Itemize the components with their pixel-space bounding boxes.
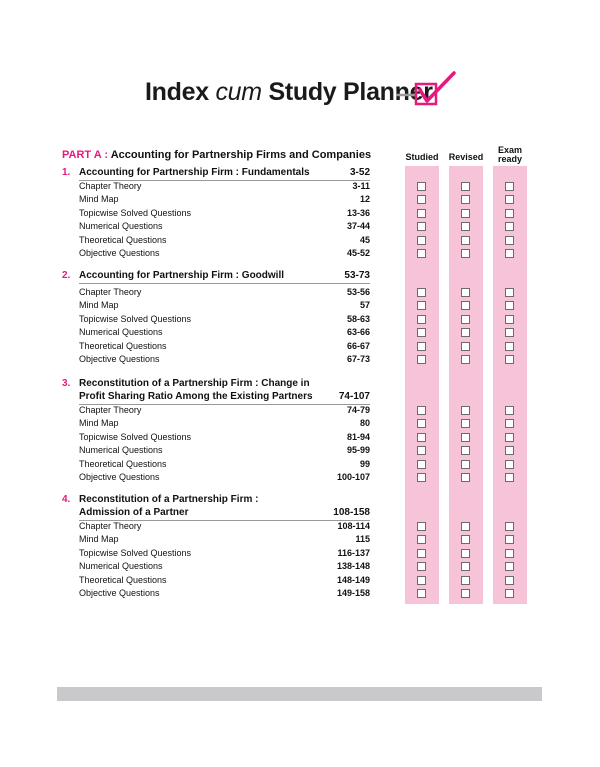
- item-label: Topicwise Solved Questions: [79, 431, 192, 442]
- item-label: Topicwise Solved Questions: [79, 313, 192, 324]
- chapter-pages: 53-73: [344, 270, 370, 281]
- item-pages: 13-36: [346, 207, 370, 218]
- item-pages: 63-66: [346, 327, 370, 338]
- list-item: [79, 587, 370, 600]
- studied-checkbox[interactable]: [417, 355, 426, 364]
- item-pages: 67-73: [346, 354, 370, 364]
- chapter-title: Accounting for Partnership Firm : Fundamentals: [79, 167, 310, 178]
- item-pages: 81-94: [346, 431, 370, 442]
- studied-checkbox[interactable]: [417, 419, 426, 428]
- studied-checkbox[interactable]: [417, 535, 426, 544]
- list-item: [79, 286, 370, 299]
- list-item: [79, 326, 370, 339]
- item-pages: 148-149: [336, 574, 370, 585]
- exam-ready-checkbox[interactable]: [505, 549, 514, 558]
- revised-checkbox[interactable]: [461, 315, 470, 324]
- exam-ready-checkbox[interactable]: [505, 406, 514, 415]
- column-revised: Revised: [448, 152, 484, 162]
- item-pages: 58-63: [346, 313, 370, 324]
- studied-checkbox[interactable]: [417, 576, 426, 585]
- list-item: [79, 180, 370, 193]
- revised-checkbox[interactable]: [461, 222, 470, 231]
- revised-checkbox[interactable]: [461, 460, 470, 469]
- column-exam-ready: Exam ready: [497, 145, 523, 164]
- item-pages: 138-148: [336, 561, 370, 572]
- exam-ready-checkbox[interactable]: [505, 355, 514, 364]
- exam-ready-checkbox[interactable]: [505, 209, 514, 218]
- list-item: [79, 533, 370, 546]
- studied-checkbox[interactable]: [417, 195, 426, 204]
- part-heading: PART A : Accounting for Partnership Firms and Companies: [62, 149, 372, 161]
- item-pages: 53-56: [346, 287, 370, 297]
- exam-ready-checkbox[interactable]: [505, 473, 514, 482]
- exam-ready-checkbox[interactable]: [505, 222, 514, 231]
- item-pages: 3-11: [352, 181, 370, 191]
- revised-checkbox[interactable]: [461, 589, 470, 598]
- studied-checkbox[interactable]: [417, 406, 426, 415]
- revised-checkbox[interactable]: [461, 182, 470, 191]
- studied-checkbox[interactable]: [417, 182, 426, 191]
- list-item: [79, 520, 370, 533]
- studied-checkbox[interactable]: [417, 209, 426, 218]
- revised-checkbox[interactable]: [461, 328, 470, 337]
- list-item: [79, 193, 370, 206]
- item-pages: 95-99: [346, 445, 370, 456]
- revised-checkbox[interactable]: [461, 562, 470, 571]
- item-label: Objective Questions: [79, 588, 160, 598]
- exam-ready-checkbox[interactable]: [505, 236, 514, 245]
- list-item: [79, 353, 370, 366]
- revised-checkbox[interactable]: [461, 288, 470, 297]
- page-title: Index cum Study Planner: [145, 78, 433, 106]
- studied-checkbox[interactable]: [417, 236, 426, 245]
- studied-checkbox[interactable]: [417, 301, 426, 310]
- studied-checkbox[interactable]: [417, 342, 426, 351]
- revised-checkbox[interactable]: [461, 549, 470, 558]
- list-item: [79, 444, 370, 457]
- exam-ready-checkbox[interactable]: [505, 182, 514, 191]
- chapter-title: Reconstitution of a Partnership Firm :: [79, 494, 259, 505]
- item-label: Numerical Questions: [79, 327, 163, 338]
- item-label: Theoretical Questions: [79, 458, 167, 469]
- chapter-pages: 74-107: [338, 391, 370, 402]
- revised-checkbox[interactable]: [461, 473, 470, 482]
- checkmark-icon: [396, 70, 458, 110]
- exam-ready-checkbox[interactable]: [505, 433, 514, 442]
- item-label: Topicwise Solved Questions: [79, 547, 192, 558]
- exam-ready-checkbox[interactable]: [505, 301, 514, 310]
- studied-checkbox[interactable]: [417, 562, 426, 571]
- exam-ready-checkbox[interactable]: [505, 589, 514, 598]
- list-item: [79, 471, 370, 484]
- item-label: Theoretical Questions: [79, 234, 167, 245]
- list-item: [79, 431, 370, 444]
- item-label: Chapter Theory: [79, 287, 142, 297]
- exam-ready-checkbox[interactable]: [505, 288, 514, 297]
- revised-checkbox[interactable]: [461, 433, 470, 442]
- chapter-number: 3.: [62, 378, 71, 389]
- list-item: [79, 417, 370, 430]
- revised-checkbox[interactable]: [461, 355, 470, 364]
- revised-checkbox[interactable]: [461, 342, 470, 351]
- item-pages: 45: [359, 234, 370, 245]
- revised-checkbox[interactable]: [461, 576, 470, 585]
- chapter-number: 4.: [62, 494, 71, 505]
- revised-checkbox[interactable]: [461, 249, 470, 258]
- chapter-number: 2.: [62, 270, 71, 281]
- item-pages: 116-137: [337, 547, 370, 558]
- item-pages: 115: [355, 534, 370, 545]
- chapter-title-line2: Profit Sharing Ratio Among the Existing Partners: [79, 391, 313, 402]
- item-label: Mind Map: [79, 300, 119, 311]
- exam-ready-checkbox[interactable]: [505, 576, 514, 585]
- item-label: Objective Questions: [79, 354, 160, 364]
- item-pages: 74-79: [346, 405, 370, 415]
- list-item: [79, 340, 370, 353]
- list-item: [79, 313, 370, 326]
- item-label: Theoretical Questions: [79, 340, 167, 351]
- item-label: Numerical Questions: [79, 561, 163, 572]
- revised-checkbox[interactable]: [461, 406, 470, 415]
- list-item: [79, 220, 370, 233]
- studied-checkbox[interactable]: [417, 460, 426, 469]
- studied-checkbox[interactable]: [417, 522, 426, 531]
- studied-checkbox[interactable]: [417, 549, 426, 558]
- exam-ready-checkbox[interactable]: [505, 522, 514, 531]
- chapter-title: Accounting for Partnership Firm : Goodwill: [79, 270, 285, 281]
- item-label: Chapter Theory: [79, 521, 142, 531]
- chapter-heading: [62, 493, 370, 519]
- item-label: Topicwise Solved Questions: [79, 207, 192, 218]
- exam-ready-checkbox[interactable]: [505, 460, 514, 469]
- list-item: [79, 574, 370, 587]
- item-label: Numerical Questions: [79, 445, 163, 456]
- revised-checkbox[interactable]: [461, 195, 470, 204]
- studied-checkbox[interactable]: [417, 222, 426, 231]
- exam-ready-checkbox[interactable]: [505, 328, 514, 337]
- exam-ready-checkbox[interactable]: [505, 342, 514, 351]
- item-label: Numerical Questions: [79, 221, 163, 232]
- chapter-title: Reconstitution of a Partnership Firm : Change in: [79, 378, 310, 389]
- studied-checkbox[interactable]: [417, 446, 426, 455]
- revised-checkbox[interactable]: [461, 522, 470, 531]
- exam-ready-checkbox[interactable]: [505, 315, 514, 324]
- item-pages: 12: [359, 194, 370, 205]
- item-pages: 100-107: [336, 472, 370, 482]
- footer-bar: [57, 687, 542, 701]
- chapter-heading: [62, 377, 370, 403]
- exam-ready-checkbox[interactable]: [505, 249, 514, 258]
- studied-checkbox[interactable]: [417, 288, 426, 297]
- exam-ready-checkbox[interactable]: [505, 446, 514, 455]
- item-label: Chapter Theory: [79, 181, 142, 191]
- list-item: [79, 404, 370, 417]
- chapter-rule: [79, 283, 370, 284]
- chapter-pages: 108-158: [333, 507, 370, 518]
- revised-checkbox[interactable]: [461, 535, 470, 544]
- chapter-pages: 3-52: [349, 167, 370, 178]
- item-pages: 45-52: [346, 248, 370, 258]
- item-pages: 108-114: [337, 521, 370, 531]
- list-item: [79, 247, 370, 260]
- studied-checkbox[interactable]: [417, 328, 426, 337]
- list-item: [79, 560, 370, 573]
- revised-checkbox[interactable]: [461, 301, 470, 310]
- item-label: Chapter Theory: [79, 405, 142, 415]
- item-label: Objective Questions: [79, 248, 160, 258]
- item-label: Theoretical Questions: [79, 574, 167, 585]
- exam-ready-checkbox[interactable]: [505, 419, 514, 428]
- item-pages: 66-67: [346, 340, 370, 351]
- exam-ready-checkbox[interactable]: [505, 562, 514, 571]
- column-studied: Studied: [405, 152, 439, 162]
- list-item: [79, 458, 370, 471]
- studied-checkbox[interactable]: [417, 249, 426, 258]
- item-label: Mind Map: [79, 194, 119, 205]
- item-label: Mind Map: [79, 534, 119, 545]
- item-pages: 99: [359, 458, 370, 469]
- studied-checkbox[interactable]: [417, 315, 426, 324]
- item-pages: 149-158: [336, 588, 370, 598]
- revised-checkbox[interactable]: [461, 236, 470, 245]
- revised-checkbox[interactable]: [461, 419, 470, 428]
- item-pages: 80: [359, 418, 370, 429]
- chapter-title-line2: Admission of a Partner: [79, 507, 189, 518]
- studied-checkbox[interactable]: [417, 473, 426, 482]
- revised-checkbox[interactable]: [461, 446, 470, 455]
- chapter-heading: [62, 166, 370, 179]
- exam-ready-checkbox[interactable]: [505, 195, 514, 204]
- exam-ready-checkbox[interactable]: [505, 535, 514, 544]
- studied-checkbox[interactable]: [417, 433, 426, 442]
- list-item: [79, 207, 370, 220]
- studied-checkbox[interactable]: [417, 589, 426, 598]
- item-pages: 37-44: [346, 221, 370, 232]
- list-item: [79, 299, 370, 312]
- revised-checkbox[interactable]: [461, 209, 470, 218]
- list-item: [79, 234, 370, 247]
- item-label: Mind Map: [79, 418, 119, 429]
- item-pages: 57: [359, 300, 370, 311]
- chapter-number: 1.: [62, 167, 71, 178]
- list-item: [79, 547, 370, 560]
- chapter-heading: [62, 269, 370, 282]
- item-label: Objective Questions: [79, 472, 160, 482]
